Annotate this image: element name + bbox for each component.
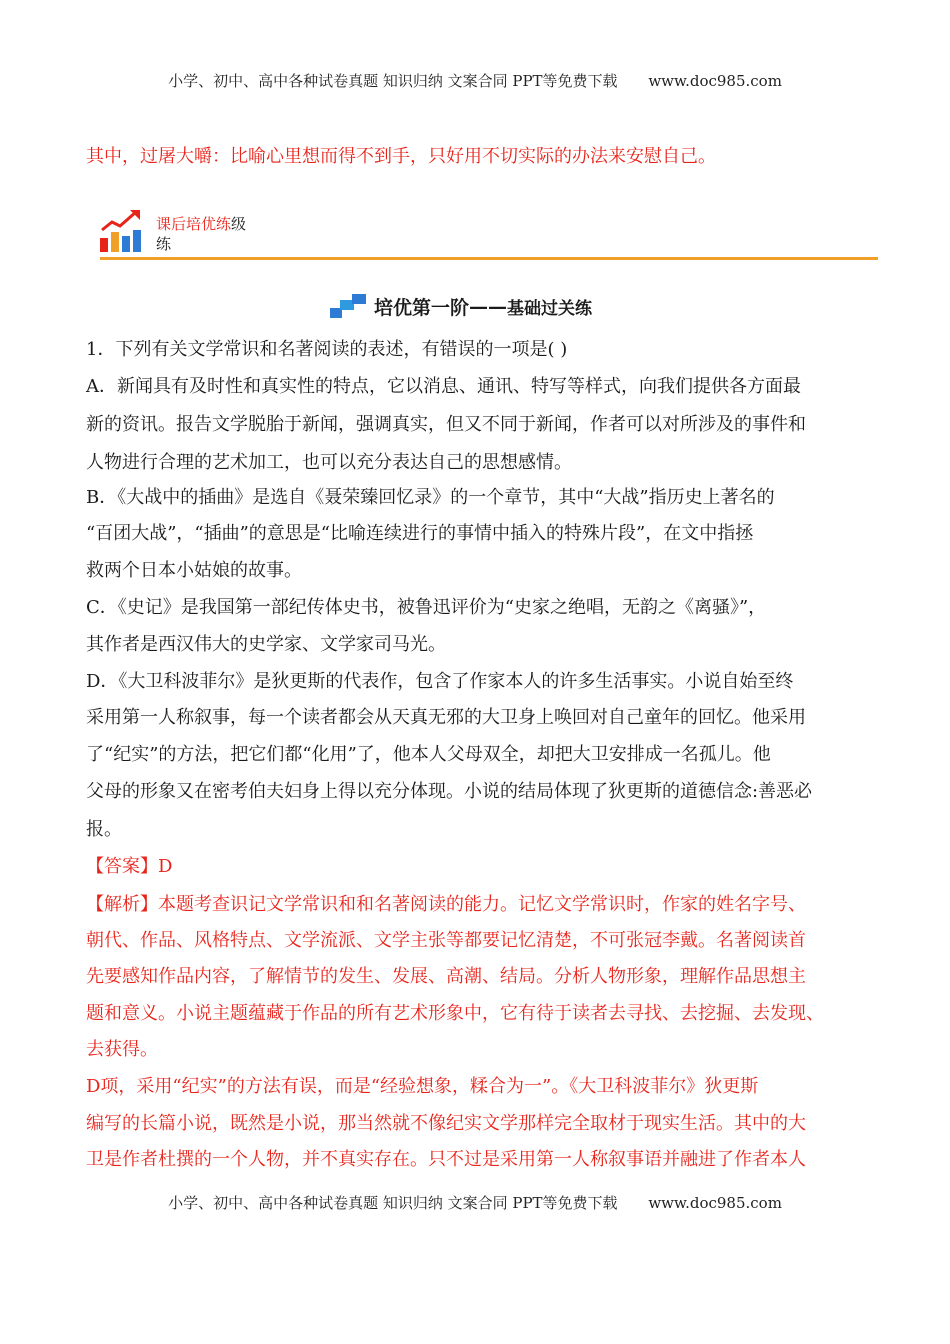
section-title-black2: 练 — [156, 235, 172, 253]
analysis-line: 卫是作者杜撰的一个人物，并不真实存在。只不过是采用第一人称叙事语并融进了作者本人 — [86, 1149, 806, 1170]
question-line: 报。 — [86, 819, 122, 840]
footer-url[interactable]: www.doc985.com — [648, 1194, 782, 1212]
analysis-line: 题和意义。小说主题蕴藏于作品的所有艺术形象中，它有待于读者去寻找、去挖掘、去发现、 — [86, 1003, 824, 1024]
question-line: 救两个日本小姑娘的故事。 — [86, 560, 302, 581]
section-title-black1: 级 — [231, 215, 247, 233]
analysis-line — [86, 893, 806, 917]
answer-value: D — [158, 856, 173, 877]
stage-dash: —— — [469, 295, 508, 318]
analysis-text: 本题考查识记文学常识和和名著阅读的能力。记忆文学常识时，作家的姓名字号、 — [158, 894, 806, 915]
question-line: “百团大战”，“插曲”的意思是“比喻连续进行的事情中插入的特殊片段”，在文中指拯 — [86, 523, 754, 544]
question-line: C．《史记》是我国第一部纪传体史书，被鲁迅评价为“史家之绝唱，无韵之《离骚》”， — [86, 597, 767, 618]
analysis-line: D项，采用“纪实”的方法有误，而是“经验想象，糅合为一”。《大卫科波菲尔》狄更斯 — [86, 1076, 759, 1097]
question-line: 父母的形象又在密考伯夫妇身上得以充分体现。小说的结局体现了狄更斯的道德信念:善恶必 — [86, 781, 813, 802]
answer-label: 【答案】 — [86, 856, 158, 877]
question-stem: 1．下列有关文学常识和名著阅读的表述，有错误的一项是( ) — [86, 339, 568, 360]
chart-growth-icon — [98, 208, 144, 254]
analysis-label: 【解析】 — [86, 894, 158, 915]
analysis-line: 朝代、作品、风格特点、文学流派、文学主张等都要记忆清楚，不可张冠李戴。名著阅读首 — [86, 930, 806, 951]
footer-text: 小学、初中、高中各种试卷真题 知识归纳 文案合同 PPT等免费下载 — [168, 1194, 618, 1212]
question-line: B．《大战中的插曲》是选自《聂荣臻回忆录》的一个章节，其中“大战”指历史上著名的 — [86, 487, 775, 508]
analysis-line: 编写的长篇小说，既然是小说，那当然就不像纪实文学那样完全取材于现实生活。其中的大 — [86, 1113, 806, 1134]
section-title-red: 课后培优练 — [156, 215, 232, 233]
steps-icon — [330, 294, 366, 320]
question-line: D．《大卫科波菲尔》是狄更斯的代表作，包含了作家本人的许多生活事实。小说自始至终 — [86, 671, 794, 692]
stage-main: 培优第一阶 — [374, 297, 470, 319]
header-url[interactable]: www.doc985.com — [648, 72, 782, 90]
question-line: 其作者是西汉伟大的史学家、文学家司马光。 — [86, 634, 446, 655]
question-line: A．新闻具有及时性和真实性的特点，它以消息、通讯、特写等样式，向我们提供各方面最 — [86, 376, 801, 397]
stage-heading — [330, 293, 592, 320]
intro-note: 其中，过屠大嚼：比喻心里想而得不到手，只好用不切实际的办法来安慰自己。 — [86, 146, 716, 167]
page-header — [0, 70, 950, 91]
question-line: 采用第一人称叙事，每一个读者都会从天真无邪的大卫身上唤回对自己童年的回忆。他采用 — [86, 707, 806, 728]
analysis-line: 去获得。 — [86, 1039, 158, 1060]
question-line: 新的资讯。报告文学脱胎于新闻，强调真实，但又不同于新闻，作者可以对所涉及的事件和 — [86, 414, 806, 435]
page-footer — [0, 1192, 950, 1213]
analysis-line: 先要感知作品内容，了解情节的发生、发展、高潮、结局。分析人物形象，理解作品思想主 — [86, 966, 806, 987]
section-rule — [100, 257, 878, 260]
answer-line — [86, 855, 172, 879]
header-text: 小学、初中、高中各种试卷真题 知识归纳 文案合同 PPT等免费下载 — [168, 72, 618, 90]
question-line: 人物进行合理的艺术加工，也可以充分表达自己的思想感情。 — [86, 452, 572, 473]
stage-sub: 基础过关练 — [507, 299, 593, 319]
section-title — [156, 214, 246, 254]
question-line: 了“纪实”的方法，把它们都“化用”了，他本人父母双全，却把大卫安排成一名孤儿。他 — [86, 744, 771, 765]
